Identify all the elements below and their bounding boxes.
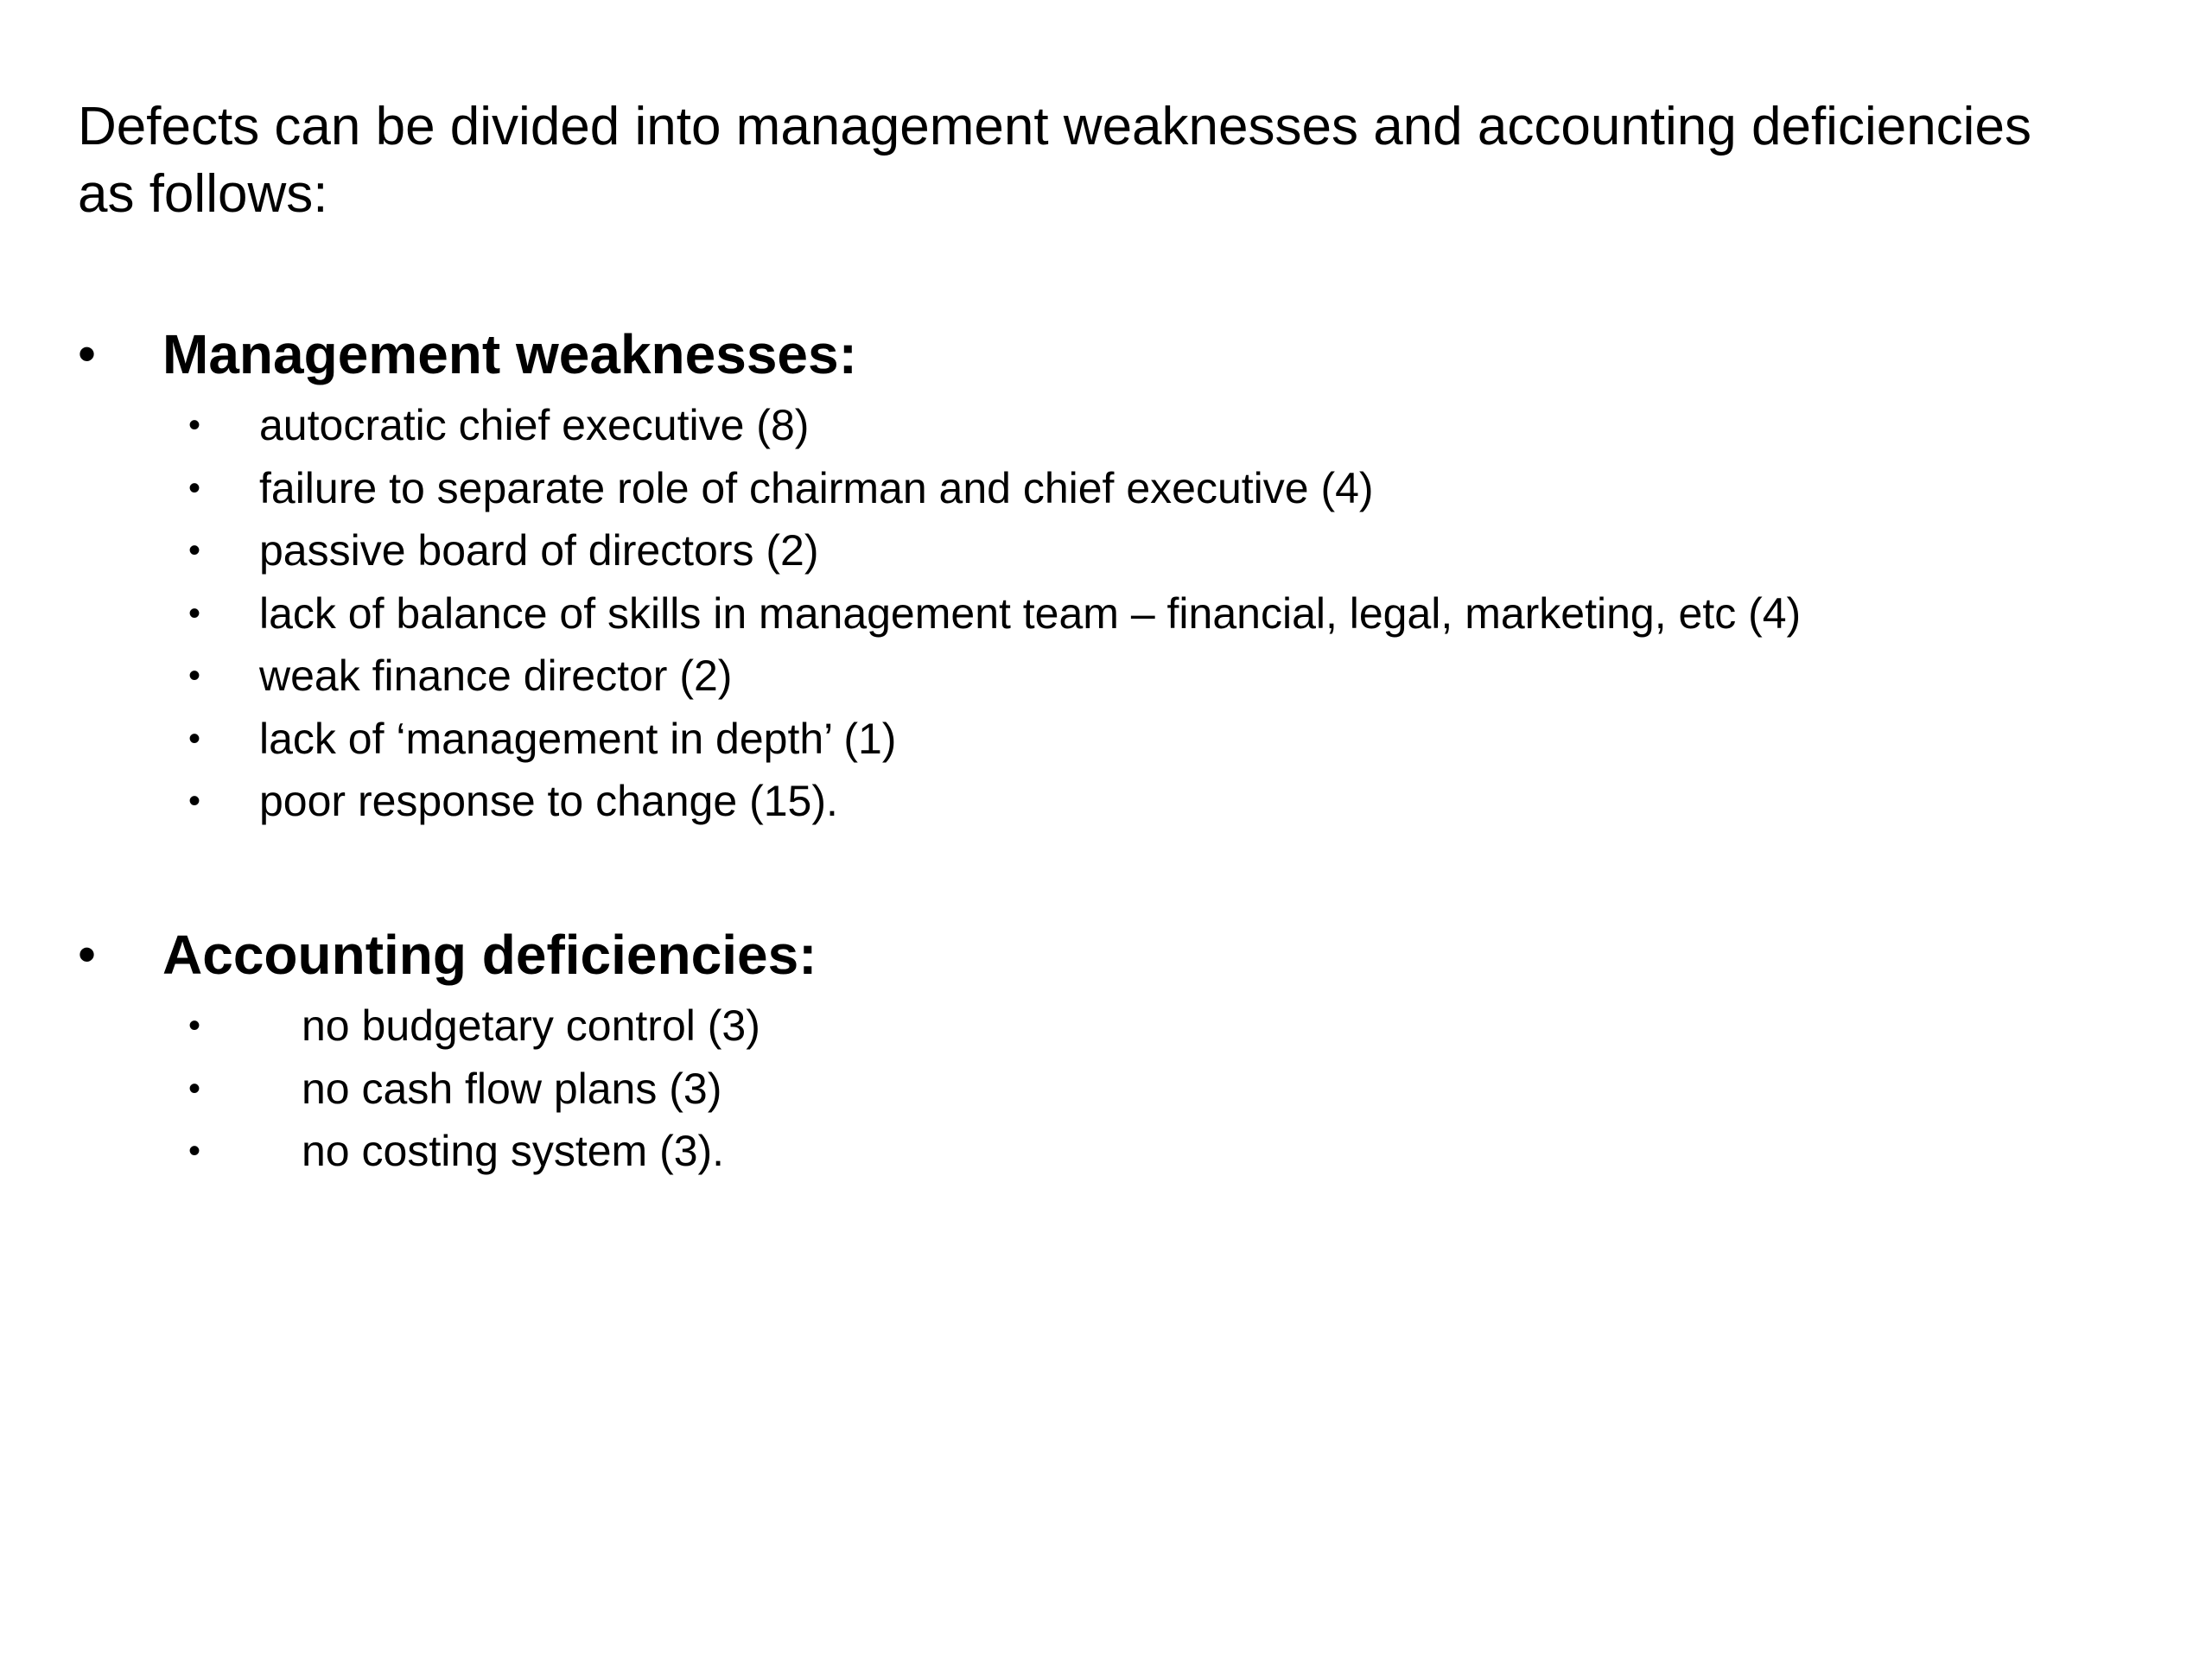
bullet-icon: •: [188, 594, 201, 632]
list-item-text: no costing system (3).: [302, 1127, 725, 1175]
list-item: [0, 645, 2212, 708]
list-item: [0, 457, 2212, 520]
list-item: [0, 394, 2212, 457]
list-item: [0, 519, 2212, 582]
list-item: [0, 1120, 2212, 1183]
intro-paragraph: Defects can be divided into management weaknesses and accounting deficiencies as follows:: [78, 97, 2031, 224]
bullet-icon: •: [188, 1007, 201, 1045]
accounting-deficiencies-title: Accounting deficiencies:: [162, 924, 817, 986]
list-item-text: no budgetary control (3): [302, 1001, 760, 1050]
bullet-icon: •: [188, 657, 201, 695]
accounting-deficiencies-section: [0, 916, 2212, 1183]
management-weaknesses-title: Management weaknesses:: [162, 323, 857, 385]
list-item-text: passive board of directors (2): [259, 526, 819, 575]
section-heading: [0, 916, 2212, 994]
list-item-text: autocratic chief executive (8): [259, 401, 810, 449]
list-item: [0, 995, 2212, 1058]
bullet-icon: •: [188, 468, 201, 507]
bullet-icon: •: [78, 925, 97, 983]
list-item-text: lack of ‘management in depth’ (1): [259, 714, 897, 763]
bullet-icon: •: [188, 719, 201, 758]
list-item-text: no cash flow plans (3): [302, 1064, 722, 1113]
list-item: [0, 1058, 2212, 1121]
list-item: [0, 708, 2212, 771]
section-heading: [0, 315, 2212, 393]
list-item-text: failure to separate role of chairman and chief executive (4): [259, 463, 1374, 512]
bullet-icon: •: [188, 1132, 201, 1170]
list-item: [0, 770, 2212, 833]
list-item-text: poor response to change (15).: [259, 777, 838, 825]
list-item-text: lack of balance of skills in management team – financial, legal, marketing, etc (4): [259, 588, 1802, 638]
bullet-icon: •: [188, 1069, 201, 1108]
bullet-icon: •: [188, 782, 201, 820]
bullet-icon: •: [188, 531, 201, 569]
management-weaknesses-section: [0, 315, 2212, 833]
bullet-icon: •: [188, 406, 201, 444]
bullet-icon: •: [78, 325, 97, 383]
list-item: [0, 582, 2212, 645]
list-item-text: weak finance director (2): [259, 652, 733, 700]
accounting-deficiencies-list: [0, 995, 2212, 1183]
management-weaknesses-list: [0, 394, 2212, 833]
